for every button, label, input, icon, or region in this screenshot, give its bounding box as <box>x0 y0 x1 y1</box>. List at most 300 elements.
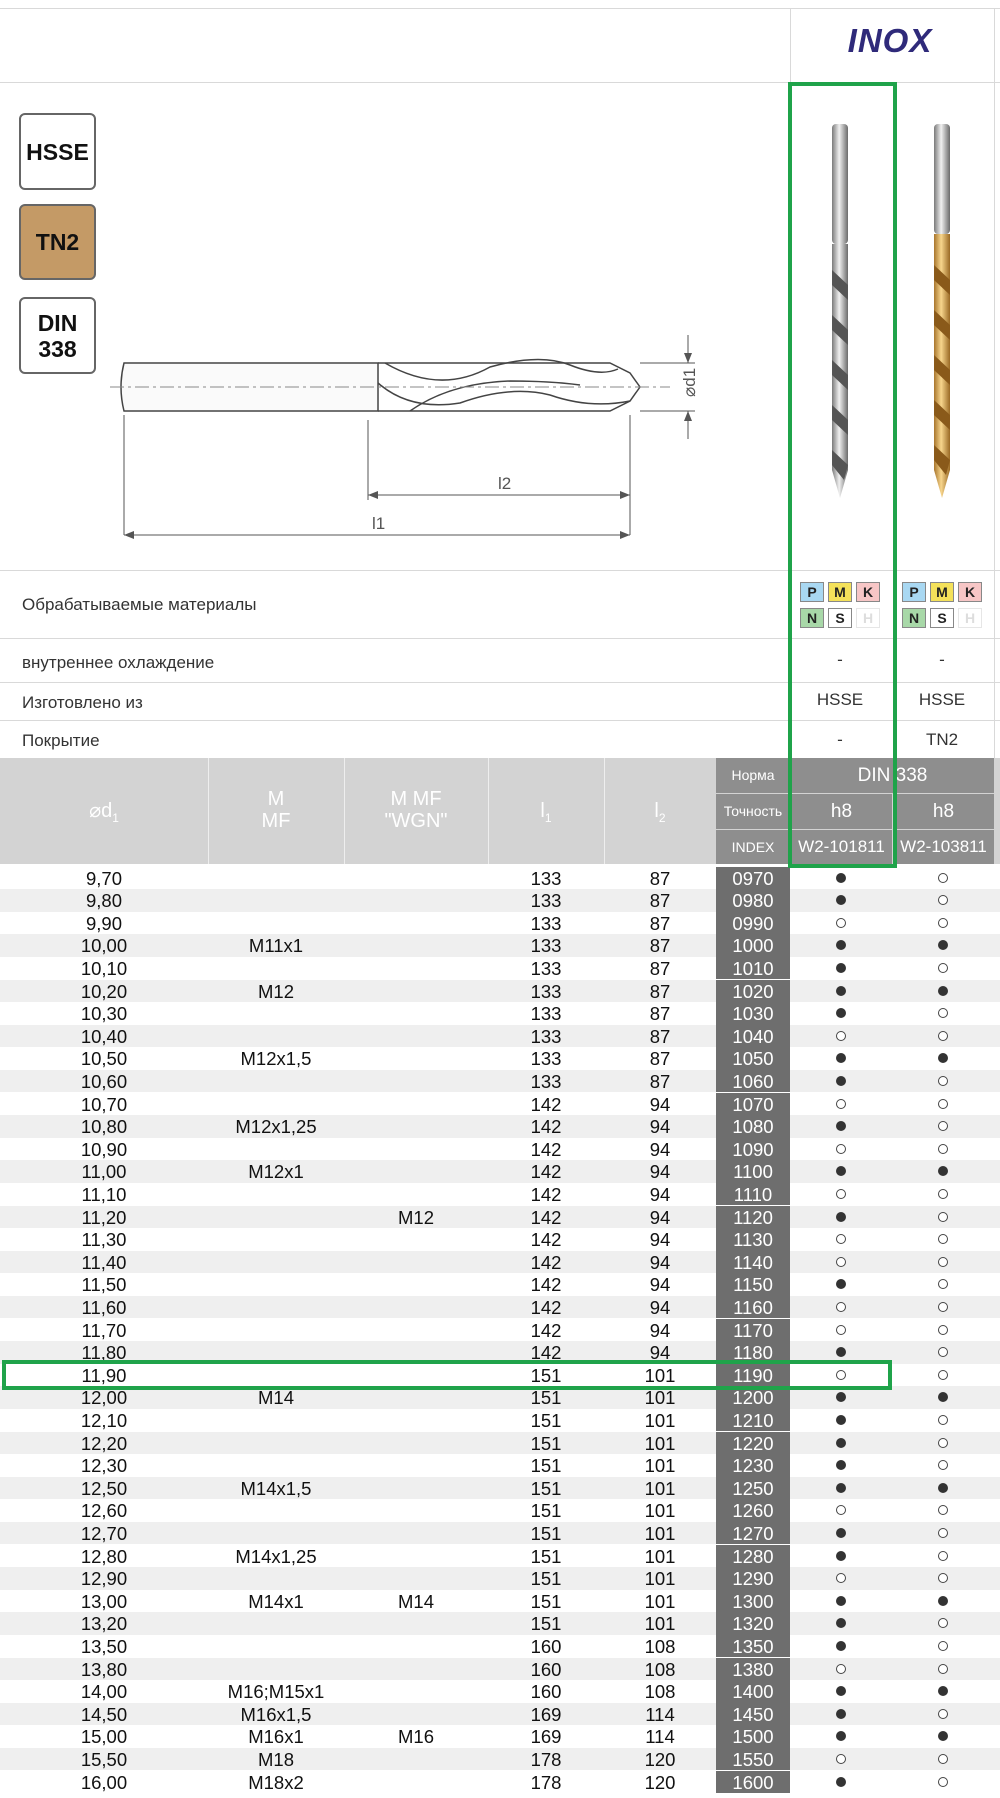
cell-m-mf-wgn <box>344 1386 488 1409</box>
availability-empty-icon <box>938 1257 948 1267</box>
header-m-mf: M MF <box>261 788 291 832</box>
cell-l1: 142 <box>530 1161 562 1183</box>
availability-filled-icon <box>938 1166 948 1176</box>
cell-l2: 87 <box>649 1048 671 1070</box>
availability-empty-icon <box>938 1031 948 1041</box>
cell-l1: 133 <box>530 1025 562 1047</box>
availability-empty-icon <box>938 918 948 928</box>
cell-m-mf-wgn <box>344 1273 488 1296</box>
cell-m-mf <box>208 1251 344 1274</box>
brand-title: INOX <box>847 22 933 59</box>
cell-l1: 151 <box>530 1477 562 1499</box>
availability-empty-icon <box>836 1257 846 1267</box>
cell-index: 0970 <box>716 867 790 890</box>
cell-l2: 108 <box>644 1635 676 1657</box>
iso-group-n-1: N <box>800 608 824 628</box>
availability-filled-icon <box>938 1596 948 1606</box>
cell-index: 1320 <box>716 1612 790 1635</box>
cell-l2: 94 <box>649 1229 671 1251</box>
cell-index: 1350 <box>716 1635 790 1658</box>
cell-l1: 169 <box>530 1703 562 1725</box>
cell-l1: 133 <box>530 867 562 889</box>
cell-m-mf: M12x1,25 <box>235 1116 317 1138</box>
cell-l2: 94 <box>649 1161 671 1183</box>
cell-l2: 101 <box>644 1364 676 1386</box>
cell-l1: 151 <box>530 1409 562 1431</box>
cell-l1: 178 <box>530 1748 562 1770</box>
cell-l1: 142 <box>530 1183 562 1205</box>
header-l1: $l_1$ <box>540 800 552 825</box>
cell-m-mf <box>208 1499 344 1522</box>
availability-filled-icon <box>836 1551 846 1561</box>
availability-filled-icon <box>836 1166 846 1176</box>
cell-l2: 114 <box>645 1726 675 1748</box>
cell-d1: 12,90 <box>80 1568 128 1590</box>
cell-l1: 178 <box>530 1771 562 1793</box>
cell-l2: 101 <box>644 1568 676 1590</box>
table-row <box>0 1771 1000 1794</box>
table-row <box>0 1047 1000 1070</box>
availability-empty-icon <box>836 1754 846 1764</box>
coating-value-1: - <box>837 730 843 749</box>
table-row <box>0 1409 1000 1432</box>
cell-l1: 151 <box>530 1613 562 1635</box>
table-row <box>0 1590 1000 1613</box>
coating-value-2: TN2 <box>925 730 959 749</box>
cell-l2: 114 <box>645 1703 675 1725</box>
cell-index: 1140 <box>716 1251 790 1274</box>
material-badge: HSSE <box>19 113 96 190</box>
tolerance-value-1: h8 <box>791 794 892 829</box>
cell-m-mf-wgn <box>344 1522 488 1545</box>
iso-group-n-2: N <box>902 608 926 628</box>
drill-drawing <box>110 325 710 545</box>
cell-m-mf <box>208 1635 344 1658</box>
cell-l2: 94 <box>649 1093 671 1115</box>
cell-l1: 133 <box>530 935 562 957</box>
cell-l1: 142 <box>530 1206 562 1228</box>
cell-l2: 108 <box>644 1681 676 1703</box>
availability-empty-icon <box>938 963 948 973</box>
cell-m-mf-wgn <box>344 1296 488 1319</box>
cell-m-mf <box>208 1409 344 1432</box>
made-of-value-1: HSSE <box>816 690 864 709</box>
prop-divider <box>0 720 1000 721</box>
cell-index: 0990 <box>716 912 790 935</box>
cell-m-mf-wgn <box>344 1432 488 1455</box>
cell-l1: 151 <box>530 1568 562 1590</box>
table-row <box>0 1183 1000 1206</box>
cell-m-mf <box>208 1522 344 1545</box>
cell-d1: 9,70 <box>85 867 122 889</box>
cell-index: 1150 <box>716 1273 790 1296</box>
dim-l1-label: l1 <box>372 514 386 533</box>
cell-l2: 101 <box>644 1522 676 1544</box>
cell-l1: 133 <box>530 912 562 934</box>
tolerance-value-2: h8 <box>893 794 994 829</box>
availability-filled-icon <box>836 1483 846 1493</box>
cell-m-mf <box>208 1364 344 1387</box>
availability-filled-icon <box>938 1392 948 1402</box>
cell-m-mf <box>208 1228 344 1251</box>
cell-d1: 11,90 <box>81 1364 127 1386</box>
availability-filled-icon <box>836 1008 846 1018</box>
availability-empty-icon <box>938 895 948 905</box>
cell-index: 1220 <box>716 1432 790 1455</box>
drill-image-tn2 <box>922 120 962 510</box>
cell-m-mf-wgn <box>344 1477 488 1500</box>
cell-l1: 142 <box>530 1274 562 1296</box>
cell-index: 1260 <box>716 1499 790 1522</box>
availability-filled-icon <box>836 940 846 950</box>
cell-l2: 101 <box>644 1409 676 1431</box>
availability-empty-icon <box>836 1370 846 1380</box>
table-row <box>0 912 1000 935</box>
availability-empty-icon <box>938 1438 948 1448</box>
index-label: INDEX <box>716 830 790 864</box>
table-row <box>0 1002 1000 1025</box>
cell-l2: 94 <box>649 1183 671 1205</box>
cell-m-mf-wgn <box>344 934 488 957</box>
cell-index: 1110 <box>716 1183 790 1206</box>
cell-m-mf-wgn <box>344 1183 488 1206</box>
table-row <box>0 1160 1000 1183</box>
cell-d1: 11,80 <box>81 1342 127 1364</box>
cell-d1: 9,90 <box>85 912 122 934</box>
cell-index: 1050 <box>716 1047 790 1070</box>
availability-filled-icon <box>938 986 948 996</box>
cell-index: 1280 <box>716 1545 790 1568</box>
cell-l2: 87 <box>649 1070 671 1092</box>
cell-l2: 87 <box>649 867 671 889</box>
cell-m-mf: M14x1,25 <box>235 1545 317 1567</box>
availability-filled-icon <box>836 1121 846 1131</box>
availability-empty-icon <box>836 1099 846 1109</box>
availability-empty-icon <box>938 1641 948 1651</box>
availability-filled-icon <box>836 1528 846 1538</box>
cell-l2: 101 <box>644 1455 676 1477</box>
table-row <box>0 934 1000 957</box>
norm-value: DIN 338 <box>791 758 994 793</box>
table-row <box>0 1499 1000 1522</box>
cell-d1: 11,30 <box>81 1229 127 1251</box>
table-header <box>0 758 1000 864</box>
cell-m-mf-wgn <box>344 1771 488 1794</box>
availability-empty-icon <box>938 1528 948 1538</box>
cell-index: 1070 <box>716 1093 790 1116</box>
cell-m-mf <box>208 1002 344 1025</box>
cell-d1: 12,50 <box>80 1477 128 1499</box>
availability-filled-icon <box>836 1392 846 1402</box>
cell-l1: 160 <box>530 1658 562 1680</box>
cell-l1: 151 <box>530 1387 562 1409</box>
prop-divider <box>0 638 1000 639</box>
availability-empty-icon <box>938 1777 948 1787</box>
cell-m-mf <box>208 1296 344 1319</box>
cell-m-mf <box>208 1567 344 1590</box>
cell-index: 1250 <box>716 1477 790 1500</box>
iso-group-s-1: S <box>828 608 852 628</box>
cooling-value-2: - <box>939 650 945 669</box>
cell-index: 1190 <box>716 1364 790 1387</box>
availability-filled-icon <box>836 1347 846 1357</box>
availability-empty-icon <box>938 1008 948 1018</box>
table-row <box>0 1093 1000 1116</box>
cell-m-mf <box>208 889 344 912</box>
availability-empty-icon <box>938 1212 948 1222</box>
cell-l2: 101 <box>644 1500 676 1522</box>
made-of-value-2: HSSE <box>918 690 966 709</box>
standard-badge: DIN 338 <box>19 297 96 374</box>
cell-m-mf-wgn <box>344 1093 488 1116</box>
cell-d1: 12,60 <box>80 1500 128 1522</box>
availability-filled-icon <box>836 1460 846 1470</box>
iso-group-m-1: M <box>828 582 852 602</box>
cell-index: 1010 <box>716 957 790 980</box>
cell-m-mf-wgn: M16 <box>398 1726 434 1748</box>
cell-l1: 160 <box>530 1681 562 1703</box>
cell-l2: 101 <box>644 1477 676 1499</box>
iso-group-s-2: S <box>930 608 954 628</box>
cell-d1: 11,70 <box>81 1319 127 1341</box>
table-row <box>0 1612 1000 1635</box>
cell-l2: 87 <box>649 935 671 957</box>
availability-filled-icon <box>836 1686 846 1696</box>
availability-empty-icon <box>938 1618 948 1628</box>
cell-m-mf <box>208 1612 344 1635</box>
availability-empty-icon <box>938 1279 948 1289</box>
cell-d1: 10,70 <box>80 1093 128 1115</box>
iso-group-p-1: P <box>800 582 824 602</box>
availability-empty-icon <box>938 1325 948 1335</box>
cell-index: 1600 <box>716 1771 790 1794</box>
cell-d1: 11,20 <box>81 1206 127 1228</box>
cell-m-mf: M18x2 <box>248 1771 304 1793</box>
header-l2: $l_2$ <box>654 800 666 825</box>
cell-l2: 101 <box>644 1613 676 1635</box>
drill-image-hsse <box>820 120 860 510</box>
availability-empty-icon <box>836 1573 846 1583</box>
cell-index: 1040 <box>716 1025 790 1048</box>
cell-l1: 142 <box>530 1093 562 1115</box>
cell-index: 1230 <box>716 1454 790 1477</box>
cell-m-mf-wgn <box>344 889 488 912</box>
cell-l2: 120 <box>644 1771 676 1793</box>
table-row <box>0 1296 1000 1319</box>
table-row <box>0 1273 1000 1296</box>
cell-l2: 101 <box>644 1387 676 1409</box>
table-row <box>0 1703 1000 1726</box>
cell-l2: 94 <box>649 1274 671 1296</box>
cell-m-mf: M16x1 <box>248 1726 304 1748</box>
cell-d1: 14,50 <box>80 1703 128 1725</box>
cell-index: 1120 <box>716 1206 790 1229</box>
dim-d1-label: ⌀d1 <box>680 367 699 397</box>
availability-filled-icon <box>836 1076 846 1086</box>
cell-m-mf-wgn <box>344 1047 488 1070</box>
cell-l1: 142 <box>530 1138 562 1160</box>
cell-l2: 87 <box>649 980 671 1002</box>
cell-m-mf <box>208 1070 344 1093</box>
cell-l2: 94 <box>649 1342 671 1364</box>
availability-empty-icon <box>938 1370 948 1380</box>
table-row <box>0 1070 1000 1093</box>
cell-m-mf: M12x1,5 <box>240 1048 312 1070</box>
cell-m-mf-wgn <box>344 1409 488 1432</box>
cell-index: 1400 <box>716 1680 790 1703</box>
cell-m-mf-wgn <box>344 1138 488 1161</box>
cell-m-mf: M18 <box>258 1748 294 1770</box>
cell-l1: 151 <box>530 1432 562 1454</box>
cell-l1: 142 <box>530 1296 562 1318</box>
cell-l2: 101 <box>644 1590 676 1612</box>
cell-l1: 142 <box>530 1342 562 1364</box>
cell-l1: 151 <box>530 1522 562 1544</box>
cell-l2: 94 <box>649 1296 671 1318</box>
cell-m-mf <box>208 1432 344 1455</box>
table-row <box>0 1748 1000 1771</box>
cell-l2: 120 <box>644 1748 676 1770</box>
cell-d1: 11,50 <box>81 1274 127 1296</box>
cell-l2: 94 <box>649 1116 671 1138</box>
table-row <box>0 1477 1000 1500</box>
table-row <box>0 1341 1000 1364</box>
availability-empty-icon <box>938 1754 948 1764</box>
availability-empty-icon <box>938 1709 948 1719</box>
cell-m-mf-wgn <box>344 867 488 890</box>
cell-index: 1170 <box>716 1319 790 1342</box>
cell-m-mf <box>208 912 344 935</box>
availability-empty-icon <box>836 1234 846 1244</box>
cell-m-mf-wgn: M12 <box>398 1206 434 1228</box>
availability-empty-icon <box>938 1121 948 1131</box>
table-row <box>0 1025 1000 1048</box>
availability-filled-icon <box>836 1641 846 1651</box>
table-row <box>0 1138 1000 1161</box>
cell-m-mf <box>208 1183 344 1206</box>
cell-m-mf-wgn <box>344 1680 488 1703</box>
availability-empty-icon <box>836 1664 846 1674</box>
cell-m-mf <box>208 1138 344 1161</box>
cell-index: 1080 <box>716 1115 790 1138</box>
cell-index: 1090 <box>716 1138 790 1161</box>
cell-d1: 15,50 <box>80 1748 128 1770</box>
prop-divider <box>0 682 1000 683</box>
availability-filled-icon <box>938 1483 948 1493</box>
availability-filled-icon <box>836 963 846 973</box>
table-row <box>0 1386 1000 1409</box>
cell-m-mf: M14x1 <box>248 1590 304 1612</box>
norm-label: Норма <box>716 758 790 793</box>
table-row <box>0 1251 1000 1274</box>
cell-m-mf: M16x1,5 <box>240 1703 312 1725</box>
availability-empty-icon <box>836 1144 846 1154</box>
availability-filled-icon <box>836 1731 846 1741</box>
right-edge-line <box>994 8 995 758</box>
availability-filled-icon <box>836 1618 846 1628</box>
cell-m-mf-wgn <box>344 1454 488 1477</box>
cell-l2: 94 <box>649 1319 671 1341</box>
cell-l1: 133 <box>530 1003 562 1025</box>
cell-m-mf-wgn <box>344 957 488 980</box>
availability-empty-icon <box>938 873 948 883</box>
table-row <box>0 1432 1000 1455</box>
cell-l1: 151 <box>530 1590 562 1612</box>
availability-empty-icon <box>938 1573 948 1583</box>
table-row <box>0 1364 1000 1387</box>
cell-d1: 16,00 <box>80 1771 128 1793</box>
availability-empty-icon <box>836 1505 846 1515</box>
coating-label: Покрытие <box>22 731 100 750</box>
table-row <box>0 1319 1000 1342</box>
availability-empty-icon <box>938 1460 948 1470</box>
cell-l2: 108 <box>644 1658 676 1680</box>
cell-m-mf <box>208 1341 344 1364</box>
index-value-1: W2-101811 <box>791 830 892 864</box>
tolerance-label: Точность <box>716 794 790 829</box>
cell-l2: 94 <box>649 1251 671 1273</box>
table-row <box>0 1545 1000 1568</box>
cell-d1: 10,10 <box>80 957 128 979</box>
table-row <box>0 1567 1000 1590</box>
cell-m-mf-wgn <box>344 980 488 1003</box>
cell-l1: 133 <box>530 890 562 912</box>
cell-d1: 12,70 <box>80 1522 128 1544</box>
cell-m-mf-wgn <box>344 1319 488 1342</box>
cell-l1: 133 <box>530 1070 562 1092</box>
coating-badge: TN2 <box>19 204 96 280</box>
availability-empty-icon <box>938 1664 948 1674</box>
availability-filled-icon <box>938 940 948 950</box>
cell-m-mf-wgn: M14 <box>398 1590 434 1612</box>
availability-empty-icon <box>836 918 846 928</box>
made-of-label: Изготовлено из <box>22 693 143 712</box>
cell-m-mf-wgn <box>344 1341 488 1364</box>
cell-m-mf-wgn <box>344 1160 488 1183</box>
cell-index: 1450 <box>716 1703 790 1726</box>
cell-d1: 10,80 <box>80 1116 128 1138</box>
availability-filled-icon <box>836 1777 846 1787</box>
cell-m-mf-wgn <box>344 1499 488 1522</box>
availability-filled-icon <box>836 1415 846 1425</box>
cell-d1: 15,00 <box>80 1726 128 1748</box>
iso-group-m-2: M <box>930 582 954 602</box>
cell-d1: 12,10 <box>80 1409 128 1431</box>
table-row <box>0 1658 1000 1681</box>
cell-index: 1300 <box>716 1590 790 1613</box>
cell-d1: 13,80 <box>80 1658 128 1680</box>
cell-l1: 133 <box>530 957 562 979</box>
cell-m-mf <box>208 867 344 890</box>
cell-m-mf <box>208 1658 344 1681</box>
cell-d1: 10,90 <box>80 1138 128 1160</box>
cell-index: 1270 <box>716 1522 790 1545</box>
availability-filled-icon <box>836 1053 846 1063</box>
cell-d1: 10,50 <box>80 1048 128 1070</box>
cell-l1: 151 <box>530 1455 562 1477</box>
availability-empty-icon <box>938 1505 948 1515</box>
cell-l1: 142 <box>530 1229 562 1251</box>
cell-m-mf: M12x1 <box>248 1161 304 1183</box>
availability-filled-icon <box>836 1279 846 1289</box>
cell-m-mf-wgn <box>344 1070 488 1093</box>
cell-d1: 13,50 <box>80 1635 128 1657</box>
cell-m-mf <box>208 1093 344 1116</box>
cell-m-mf <box>208 1319 344 1342</box>
cell-index: 1210 <box>716 1409 790 1432</box>
cell-m-mf: M14x1,5 <box>240 1477 312 1499</box>
cell-d1: 11,10 <box>81 1183 127 1205</box>
